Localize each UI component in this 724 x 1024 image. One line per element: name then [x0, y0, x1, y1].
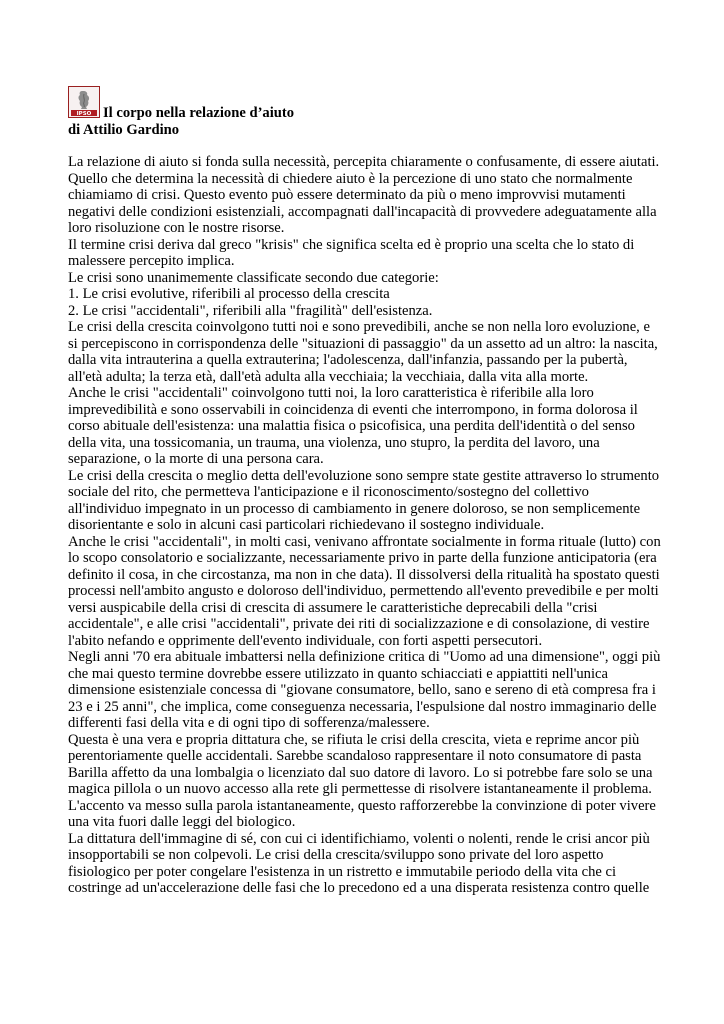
body-paragraph: La dittatura dell'immagine di sé, con cui ci identifichiamo, volenti o nolenti, rende le crisi ancor più insopportabili se non colpevoli. Le crisi della crescita/sviluppo sono private del loro aspetto fisiologico per poter congelare l'esistenza in un ristretto e immutabile periodo della vita che ci costringe ad un'accelerazione delle fasi che lo precedono ed a una disperata resistenza contro quelle — [68, 830, 650, 896]
body-paragraph: Negli anni '70 era abituale imbattersi nella definizione critica di "Uomo ad una dimensione", oggi più che mai questo termine dovrebbe essere utilizzato in quanto schiacciati e appiattiti nell'unica dimensione esistenziale concessa di "giovane consumatore, bello, sano e sereno di età compresa fra i 23 e i 25 anni", che implica, come conseguenza necessaria, l'espulsione dal nostro immaginario delle differenti fasi della vita e di ogni tipo di sofferenza/malessere. — [68, 649, 661, 731]
body-paragraph: La relazione di aiuto si fonda sulla necessità, percepita chiaramente o confusamente, di essere aiutati. — [68, 154, 660, 170]
list-item: 1. Le crisi evolutive, riferibili al processo della crescita — [68, 286, 390, 302]
ipso-logo-image — [69, 87, 99, 117]
list-item: 2. Le crisi "accidentali", riferibili alla "fragilità" dell'esistenza. — [68, 302, 433, 319]
document-body — [68, 154, 662, 897]
document-page — [68, 86, 662, 897]
body-paragraph: Questa è una vera e propria dittatura che, se rifiuta le crisi della crescita, vieta e reprime ancor più perentoriamente quelle accidentali. Sarebbe scandaloso rappresentare il noto consumatore di pasta Barilla affetto da una lombalgia o licenziato dal suo datore di lavoro. Lo si potrebbe fare solo se una magica pillola o un nuovo accesso alla rete gli permettesse di risolvere istantaneamente il problema. L'accento va messo sulla parola istantaneamente, questo rafforzerebbe la convinzione di poter vivere una vita fuori dalle leggi del biologico. — [68, 731, 656, 830]
body-paragraph: Le crisi della crescita o meglio detta dell'evoluzione sono sempre state gestite attraverso lo strumento sociale del rito, che permetteva l'anticipazione e il riconoscimento/sostegno del collettivo all'individuo impegnato in un processo di cambiamento in genere doloroso, se non semplicemente disorientante e solo in alcuni casi particolari richiedevano il sostegno individuale. — [68, 467, 660, 533]
body-paragraph: Il termine crisi deriva dal greco "krisis" che significa scelta ed è proprio una scelta che lo stato di malessere percepito implica. — [68, 236, 635, 269]
ipso-logo — [68, 86, 100, 118]
body-paragraph: Anche le crisi "accidentali" coinvolgono tutti noi, la loro caratteristica è riferibile alla loro imprevedibilità e sono osservabili in coincidenza di eventi che interrompono, in forma dolorosa il corso abituale dell'esistenza: una malattia fisica o psicofisica, una perdita dell'identità o del senso della vita, una tossicomania, un trauma, una violenza, uno stupro, la perdita del lavoro, una separazione, o la morte di una persona cara. — [68, 385, 638, 467]
body-paragraph: Le crisi della crescita coinvolgono tutti noi e sono prevedibili, anche se non nella loro evoluzione, e si percepiscono in corrispondenza delle "situazioni di passaggio" da un assetto ad un altro: la nascita, dalla vita intrauterina a quella extrauterina; l'adolescenza, dall'infanzia, passando per la pubertà, all'età adulta; la terza età, dall'età adulta alla vecchiaia; la vecchiaia, dalla vita alla morte. — [68, 319, 658, 385]
body-paragraph: Le crisi sono unanimemente classificate secondo due categorie: — [68, 269, 439, 286]
body-paragraph: Quello che determina la necessità di chiedere aiuto è la percezione di uno stato che normalmente chiamiamo di crisi. Questo evento può essere determinato da più o meno improvvisi mutamenti negativi delle condizioni esistenziali, accompagnati dall'incapacità di provvedere adeguatamente alla loro risoluzione con le nostre risorse. — [68, 170, 657, 236]
body-paragraph: Anche le crisi "accidentali", in molti casi, venivano affrontate socialmente in forma rituale (lutto) con lo scopo consolatorio e socializzante, necessariamente privo in parte della funzione anticipatoria (era definito il cosa, in che circostanza, ma non in che data). Il dissolversi della ritualità ha spostato questi processi nell'ambito angusto e doloroso dell'individuo, permettendo all'evento prevedibile e per molti versi auspicabile della crisi di crescita di assumere le caratteristiche deprecabili della "crisi accidentale", e alle crisi "accidentali", private dei riti di socializzazione e di consolazione, di vestire l'abito nefando e opprimente dell'evento individuale, con forti aspetti persecutori. — [68, 533, 661, 649]
document-author: di Attilio Gardino — [68, 122, 180, 138]
document-header — [68, 86, 662, 138]
document-title: Il corpo nella relazione d’aiuto — [103, 105, 295, 121]
svg-text:IPSO: IPSO — [76, 111, 92, 117]
